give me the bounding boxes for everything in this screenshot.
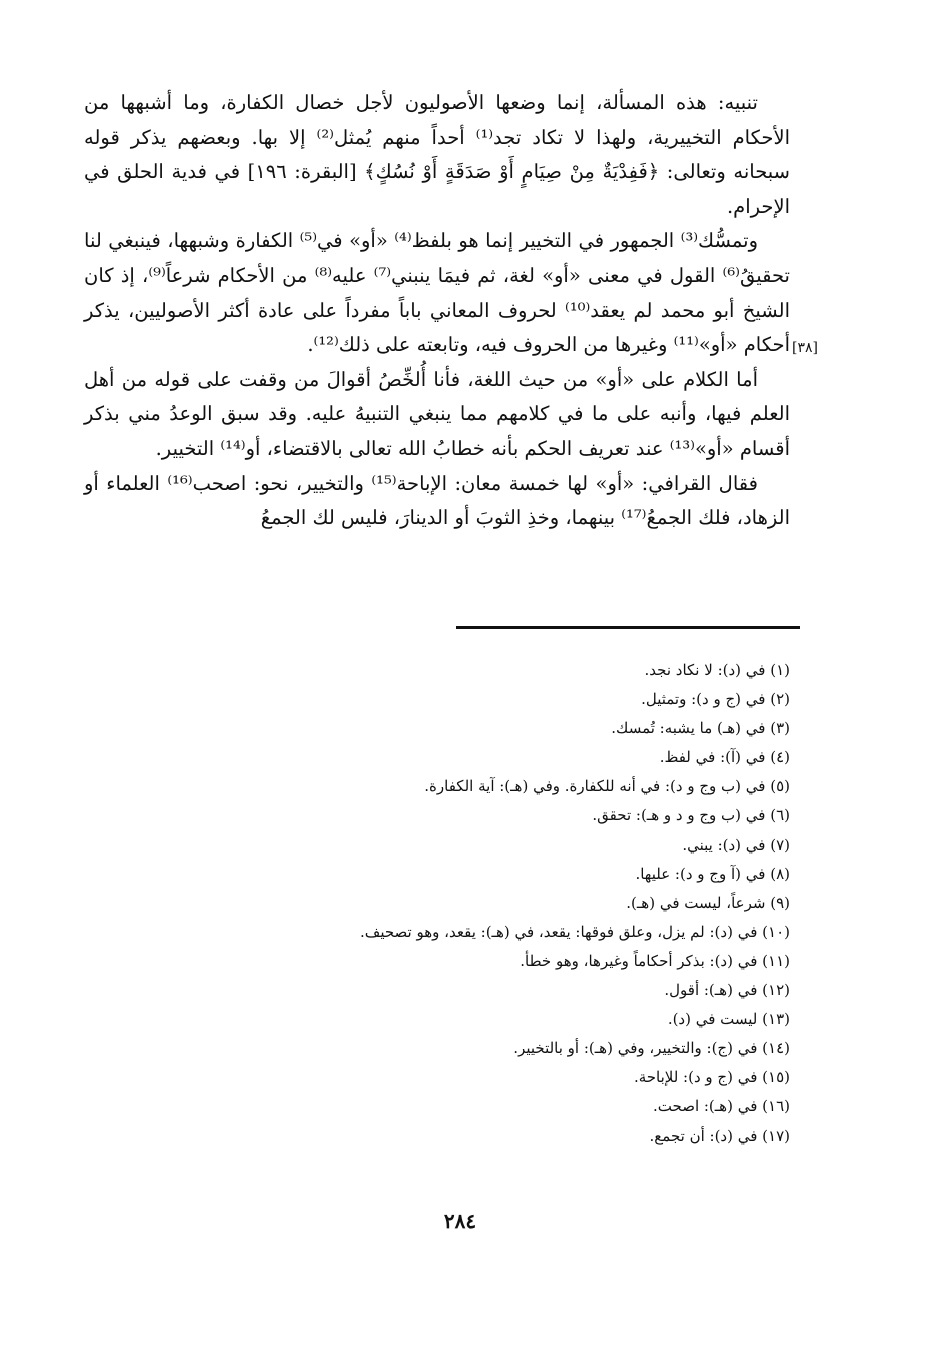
footnote-item: (١٣) ليست في (د). bbox=[667, 1010, 790, 1029]
footnote-item: (٦) في (ب وج و د و هـ): تحقق. bbox=[592, 806, 790, 825]
footnote-item: (١٧) في (د): أن تجمع. bbox=[649, 1126, 790, 1145]
footnote-item: (٤) في (آ): في لفظ. bbox=[659, 748, 790, 767]
footnote-item: (١٥) في (ج و د): للإباحة. bbox=[633, 1068, 790, 1087]
footnote-item: (١١) في (د): بذكر أحكاماً وغيرها، وهو خطأ. bbox=[520, 951, 790, 970]
footnote-separator-rule bbox=[456, 626, 800, 629]
footnote-item: (٢) في (ج و د): وتمثيل. bbox=[641, 690, 790, 709]
footnote-item: (٩) شرعاً، ليست في (هـ). bbox=[626, 893, 790, 912]
margin-page-marker: [٣٨] bbox=[792, 340, 818, 356]
page-number: ٢٨٤ bbox=[443, 1209, 477, 1233]
footnote-item: (١٢) في (هـ): أقول. bbox=[664, 981, 790, 1000]
footnote-item: (١٦) في (هـ): اصحت. bbox=[653, 1097, 790, 1116]
footnote-item: (١٤) في (ج): والتخيير، وفي (هـ): أو بالتخيير. bbox=[513, 1039, 790, 1058]
paragraph-2: وتمسُّك⁽³⁾ الجمهور في التخيير إنما هو بلفظ⁽⁴⁾ «أو» في⁽⁵⁾ الكفارة وشبهها، فينبغي لنا تحقيقُ⁽⁶⁾ القول في معنى «أو» لغة، ثم فيمَا ينبني⁽⁷⁾ عليه⁽⁸⁾ من الأحكام شرعاً⁽⁹⁾، إذ كان الشيخ أبو محمد لم يعقد⁽¹⁰⁾ لحروف المعاني باباً مفرداً على عادة أكثر الأصوليين، يذكر أحكام «أو»⁽¹¹⁾ وغيرها من الحروف فيه، وتابعته على ذلك⁽¹²⁾. bbox=[84, 229, 791, 357]
footnote-item: (٧) في (د): يبني. bbox=[682, 835, 790, 854]
paragraph-4: فقال القرافي: «أو» لها خمسة معان: الإباحة⁽¹⁵⁾ والتخيير، نحو: اصحب⁽¹⁶⁾ العلماء أو الزهاد، فلك الجمعُ⁽¹⁷⁾ بينهما، وخذِ الثوبَ أو الدينارَ، فليس لك الجمعُ bbox=[84, 471, 790, 530]
footnote-item: (١) في (د): لا نكاد نجد. bbox=[644, 661, 790, 679]
paragraph-1: تنبيه: هذه المسألة، إنما وضعها الأصوليون لأجل خصال الكفارة، وما أشبهها من الأحكام التخييرية، ولهذا لا تكاد تجد⁽¹⁾ أحداً منهم يُمثل⁽²⁾ إلا بها. وبعضهم يذكر قوله سبحانه وتعالى: ﴿فَفِدْيَةٌ مِنْ صِيَامٍ أَوْ صَدَقَةٍ أَوْ نُسُكٍ﴾ [البقرة: ١٩٦] في فدية الحلق في الإحرام. bbox=[84, 91, 790, 218]
footnote-item: (١٠) في (د): لم يزل، وعلق فوقها: يقعد، في (هـ): يقعد، وهو تصحيف. bbox=[360, 922, 790, 941]
footnote-item: (٥) في (ب وج و د): في أنه للكفارة. وفي (هـ): آية الكفارة. bbox=[424, 777, 790, 796]
footnote-item: (٣) في (هـ) ما يشبه: تُمسك. bbox=[611, 719, 790, 738]
footnotes-list bbox=[200, 656, 790, 1151]
footnote-item: (٨) في (آ وج و د): عليها. bbox=[635, 864, 790, 883]
main-text-body bbox=[84, 86, 790, 536]
paragraph-3: أما الكلام على «أو» من حيث اللغة، فأنا أُلخِّصُ أقوالَ من وقفت على قوله من أهل العلم فيها، وأنبه على ما في كلامهم مما ينبغي التنبيهُ عليه. وقد سبق الوعدُ مني بذكر أقسام «أو»⁽¹³⁾ عند تعريف الحكم بأنه خطابُ الله تعالى بالاقتضاء، أو⁽¹⁴⁾ التخيير. bbox=[84, 367, 790, 460]
